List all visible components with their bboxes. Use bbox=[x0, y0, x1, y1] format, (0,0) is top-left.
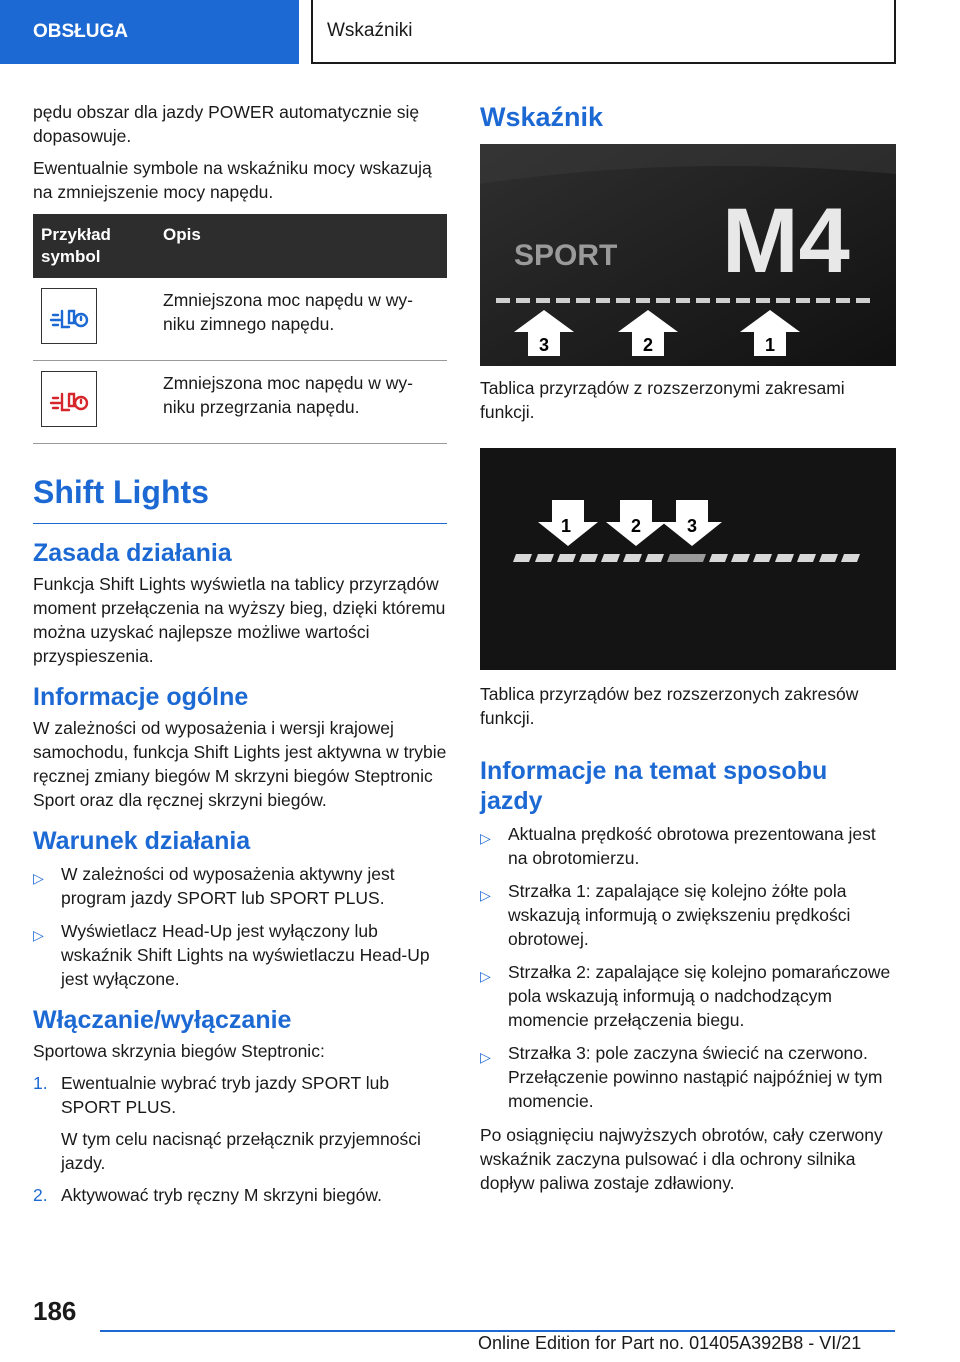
list-item: 1. Ewentualnie wybrać tryb jazdy SPORT lub SPORT PLUS. W tym celu nacisnąć przełącznik przyjemności jazdy. bbox=[33, 1071, 447, 1175]
svg-text:2: 2 bbox=[642, 335, 654, 355]
model-label: M4 bbox=[722, 190, 850, 292]
list-item: ▷ Strzałka 1: zapalające się kolejno żółte pola wskazują informują o zwiększeniu prędkości obrotowej. bbox=[480, 881, 851, 949]
triangle-bullet-icon: ▷ bbox=[480, 830, 491, 846]
reduced-power-hot-icon bbox=[41, 371, 97, 427]
steps-list bbox=[33, 1071, 447, 1207]
closing-text: Po osiągnięciu najwyższych obrotów, cały czerwony wskaźnik zaczyna pulsować i dla ochrony silnika dopływ paliwa zostaje zdławiony. bbox=[480, 1125, 883, 1193]
triangle-bullet-icon: ▷ bbox=[33, 870, 44, 886]
general-text: W zależności od wyposażenia i wersji krajowej samochodu, funkcja Shift Lights jest aktywna w trybie ręcznej zmiany biegów M skrzyni biegów Steptronic Sport oraz dla ręcznej skrzyni biegów. bbox=[33, 718, 447, 810]
triangle-bullet-icon: ▷ bbox=[33, 927, 44, 943]
list-item: ▷ Strzałka 3: pole zaczyna świecić na czerwono. Przełączenie powinno nastąpić najpóźniej w tym momencie. bbox=[480, 1043, 883, 1111]
driving-list bbox=[480, 822, 896, 1113]
principle-heading: Zasada działania bbox=[33, 539, 232, 567]
sport-mode-label: SPORT bbox=[514, 239, 618, 272]
chapter-title: Wskaźniki bbox=[311, 0, 896, 64]
list-item: ▷ W zależności od wyposażenia aktywny jest program jazdy SPORT lub SPORT PLUS. bbox=[33, 864, 395, 908]
list-item: ▷ Strzałka 2: zapalające się kolejno pomarańczowe pola wskazują informują o nadchodzącym momencie przełączenia biegu. bbox=[480, 962, 891, 1030]
list-item: ▷ Aktualna prędkość obrotowa prezentowana jest na obrotomierzu. bbox=[480, 824, 876, 868]
instrument-cluster-extended-image bbox=[480, 144, 896, 366]
footer-edition: Online Edition for Part no. 01405A392B8 - VI/21 bbox=[478, 1333, 862, 1353]
principle-text: Funkcja Shift Lights wyświetla na tablicy przyrządów moment przełączenia na wyższy bieg, dzięki któremu można uzyskać najlepsze możliwe wartości przyspieszenia. bbox=[33, 574, 446, 666]
intro-text-2: Ewentualnie symbole na wskaźniku mocy wskazują na zmniejszenie mocy napędu. bbox=[33, 158, 432, 202]
condition-list bbox=[33, 862, 447, 991]
svg-text:3: 3 bbox=[538, 335, 550, 355]
figure-caption-2: Tablica przyrządów bez rozszerzonych zakresów funkcji. bbox=[480, 684, 859, 728]
onoff-heading: Włączanie/wyłączanie bbox=[33, 1006, 292, 1034]
triangle-bullet-icon: ▷ bbox=[480, 887, 491, 903]
intro-text-1: pędu obszar dla jazdy POWER automatycznie się dopasowuje. bbox=[33, 102, 420, 146]
onoff-text: Sportowa skrzynia biegów Steptronic: bbox=[33, 1041, 325, 1061]
symbol-table bbox=[33, 214, 447, 444]
driving-heading: Informacje na temat sposobu jazdy bbox=[480, 757, 828, 815]
step-number: 2. bbox=[33, 1185, 48, 1205]
footer-divider bbox=[100, 1330, 895, 1332]
table-row-description: Zmniejszona moc napędu w wyniku zimnego napędu. bbox=[155, 278, 447, 361]
instrument-cluster-basic-image bbox=[480, 448, 896, 670]
reduced-power-cold-icon bbox=[41, 288, 97, 344]
table-row bbox=[33, 278, 447, 361]
figure-caption-1: Tablica przyrządów z rozszerzonymi zakresami funkcji. bbox=[480, 378, 845, 422]
page-number: 186 bbox=[33, 1296, 77, 1326]
left-column bbox=[33, 100, 447, 1215]
triangle-bullet-icon: ▷ bbox=[480, 968, 491, 984]
table-header bbox=[33, 214, 447, 278]
svg-text:2: 2 bbox=[630, 516, 642, 536]
list-item: ▷ Wyświetlacz Head-Up jest wyłączony lub wskaźnik Shift Lights na wyświetlaczu Head-Up jest wyłączone. bbox=[33, 921, 430, 989]
section-heading: Shift Lights bbox=[33, 474, 447, 524]
svg-text:3: 3 bbox=[686, 516, 698, 536]
step-subtext: W tym celu nacisnąć przełącznik przyjemności jazdy. bbox=[61, 1129, 421, 1173]
table-header-description: Opis bbox=[155, 214, 447, 278]
svg-text:1: 1 bbox=[560, 516, 572, 536]
table-row-description: Zmniejszona moc napędu w wyniku przegrzania napędu. bbox=[155, 361, 447, 444]
svg-text:1: 1 bbox=[764, 335, 776, 355]
general-heading: Informacje ogólne bbox=[33, 683, 249, 711]
shift-light-bar bbox=[513, 554, 860, 562]
right-column bbox=[480, 100, 896, 1203]
table-header-symbol: Przykład symbol bbox=[33, 214, 155, 278]
condition-heading: Warunek działania bbox=[33, 827, 251, 855]
list-item: 2. Aktywować tryb ręczny M skrzyni biegów. bbox=[33, 1185, 382, 1205]
indicator-heading: Wskaźnik bbox=[480, 102, 604, 132]
triangle-bullet-icon: ▷ bbox=[480, 1049, 491, 1065]
section-tab: OBSŁUGA bbox=[0, 0, 299, 64]
step-number: 1. bbox=[33, 1073, 48, 1093]
table-row bbox=[33, 361, 447, 444]
